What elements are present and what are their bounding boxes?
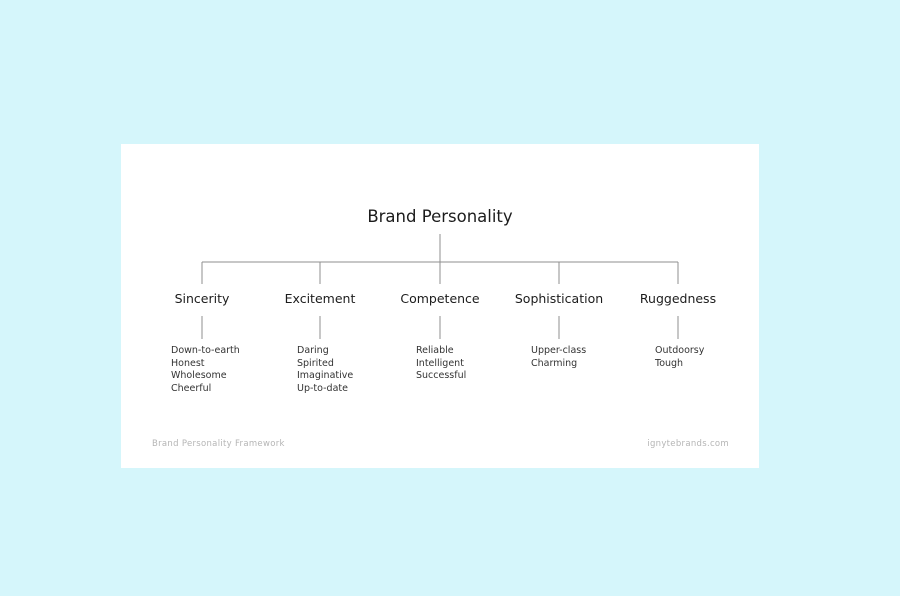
footer-website: ignytebrands.com [647,439,729,449]
trait-item: Charming [531,357,578,369]
trait-list-excitement [297,345,353,395]
trait-list-competence [416,345,466,383]
trait-item: Spirited [297,357,334,369]
trait-item: Cheerful [171,382,212,394]
trait-item: Daring [297,345,329,356]
framework-card [121,144,759,468]
footer-caption: Brand Personality Framework [152,439,285,449]
category-sophistication: Sophistication [514,291,604,306]
trait-list-sincerity [171,345,240,395]
category-competence: Competence [400,291,480,306]
trait-item: Tough [655,357,684,369]
trait-item: Up-to-date [297,382,348,394]
category-excitement: Excitement [284,291,356,306]
trait-item: Wholesome [171,370,227,381]
category-ruggedness: Ruggedness [639,291,717,306]
trait-item: Successful [416,370,467,381]
trait-item: Honest [171,357,205,369]
trait-item: Down-to-earth [171,345,240,356]
trait-item: Reliable [416,345,454,356]
trait-item: Outdoorsy [655,345,705,356]
trait-item: Intelligent [416,357,464,369]
category-sincerity: Sincerity [174,291,230,306]
trait-list-sophistication [531,345,586,370]
trait-item: Upper-class [531,345,587,356]
diagram-title: Brand Personality [367,207,513,226]
trait-list-ruggedness [655,345,704,370]
trait-item: Imaginative [297,370,354,381]
